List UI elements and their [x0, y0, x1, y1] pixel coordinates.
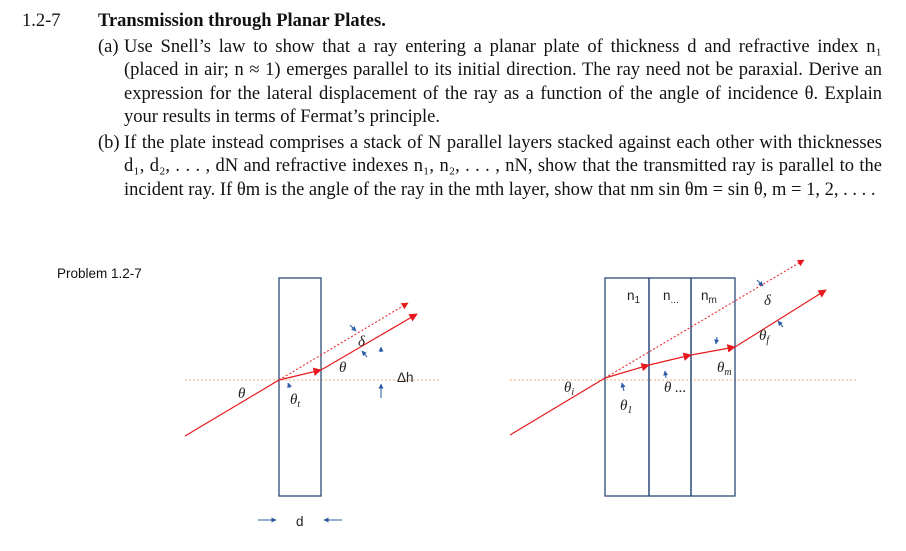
- right-label-theta-f: $\theta_f$: [759, 328, 770, 346]
- left-label-theta: θ: [238, 386, 246, 402]
- right-label-delta: δ: [764, 293, 771, 309]
- right-label-n-dots: $n_{...}$: [663, 288, 679, 306]
- left-delta-arrow-2: [362, 351, 367, 357]
- right-delta-arrow-2: [778, 321, 783, 327]
- right-layer-m: [691, 278, 735, 496]
- problem-number: 1.2-7: [22, 11, 61, 31]
- right-ray-layer-m: [691, 347, 735, 355]
- right-figure: [510, 260, 856, 496]
- right-label-theta-m: $\theta_m$: [717, 360, 732, 378]
- left-theta-t-arrow: [288, 383, 290, 388]
- right-label-theta-dots: θ ...: [664, 380, 687, 396]
- right-label-nm: $n_m$: [701, 288, 717, 306]
- left-delta-arrow-1: [350, 325, 356, 331]
- right-delta-arrow-1: [757, 280, 763, 286]
- problem-title: Transmission through Planar Plates.: [98, 11, 386, 31]
- left-label-theta-exit: θ: [339, 360, 347, 376]
- left-label-theta-t: $\theta_t$: [290, 392, 301, 410]
- left-incident-ray: [185, 380, 279, 436]
- part-a-label: (a): [98, 36, 119, 57]
- right-incident-ray: [510, 378, 605, 435]
- part-b-text: If the plate instead comprises a stack of N parallel layers stacked against each other with thicknesses d₁, d₂, . . . , dN and refractive indexes n₁, n₂, . . . , nN, show that the transmitted ray is parallel to the incident ray. If θm is the angle of the ray in the mth layer, show that nm sin θm = sin θ, m = 1, 2, . . . .: [124, 132, 882, 200]
- right-label-theta-i: $\theta_i$: [564, 380, 575, 398]
- right-layer-1: [605, 278, 649, 496]
- right-label-n1: $n_1$: [627, 288, 641, 306]
- right-ray-layer-2: [649, 355, 691, 365]
- figure-label: Problem 1.2-7: [57, 266, 142, 281]
- right-ray-layer-1: [605, 365, 649, 378]
- right-exit-ray: [735, 290, 826, 347]
- right-theta-dots-arrow: [665, 371, 666, 378]
- left-exit-ray: [321, 314, 417, 370]
- left-figure: [185, 278, 440, 529]
- right-theta-1-arrow: [622, 383, 624, 391]
- left-refracted-ray: [279, 370, 321, 380]
- left-label-delta-h: Δh: [397, 370, 414, 385]
- right-label-theta-1: $\theta_1$: [620, 398, 633, 416]
- left-label-d: d: [296, 514, 304, 529]
- part-a-text: Use Snell’s law to show that a ray entering a planar plate of thickness d and refractive index n₁ (placed in air; n ≈ 1) emerges parallel to its initial direction. The ray need not be paraxial. Derive an expression for the lateral displacement of the ray as a function of the angle of incidence θ. Explain your results in terms of Fermat’s principle.: [124, 36, 882, 127]
- left-label-delta: δ: [358, 334, 365, 350]
- part-b-label: (b): [98, 132, 120, 153]
- left-plate: [279, 278, 321, 496]
- right-theta-m-arrow: [716, 337, 717, 344]
